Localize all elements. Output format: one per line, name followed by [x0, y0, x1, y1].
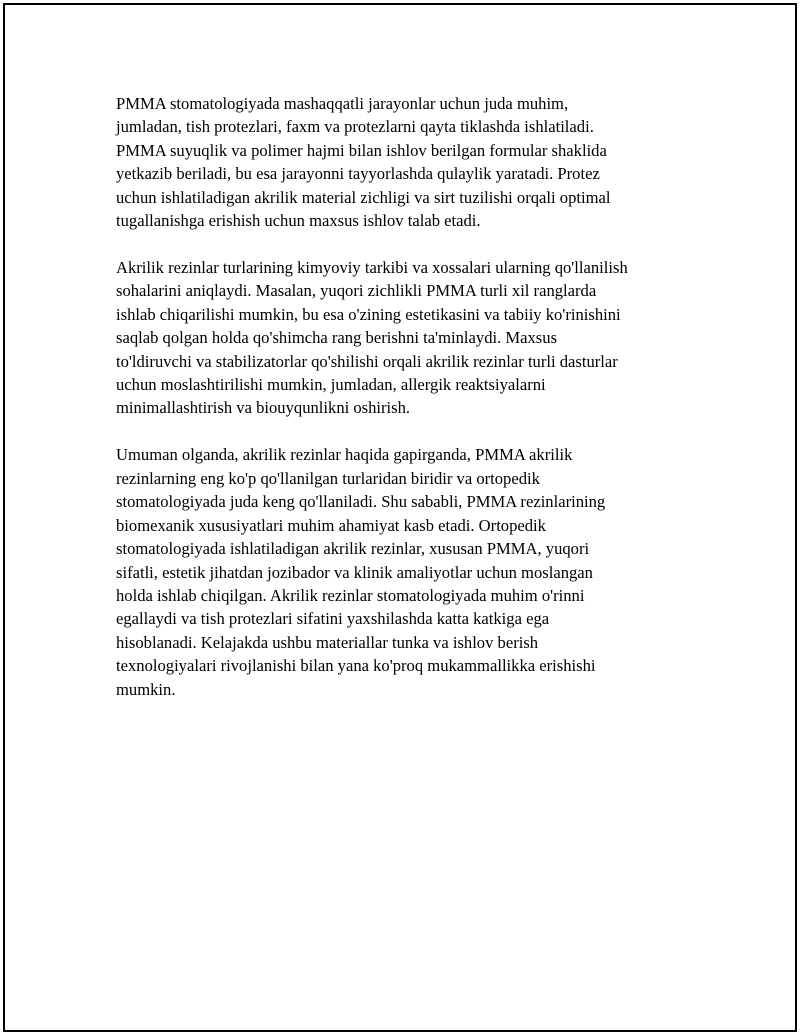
- text-line: hisoblanadi. Kelajakda ushbu materiallar tunka va ishlov berish: [116, 632, 539, 652]
- text-line: sohalarini aniqlaydi. Masalan, yuqori zichlikli PMMA turli xil ranglarda: [116, 281, 597, 301]
- text-line: Umuman olganda, akrilik rezinlar haqida gapirganda, PMMA akrilik: [116, 445, 573, 465]
- text-line: PMMA suyuqlik va polimer hajmi bilan ishlov berilgan formular shaklida: [116, 140, 607, 160]
- text-line: biomexanik xususiyatlari muhim ahamiyat kasb etadi. Ortopedik: [116, 515, 546, 535]
- text-line: Akrilik rezinlar turlarining kimyoviy tarkibi va xossalari ularning qo'llanilish: [116, 258, 628, 278]
- text-line: mumkin.: [116, 679, 176, 699]
- text-line: uchun ishlatiladigan akrilik material zichligi va sirt tuzilishi orqali optimal: [116, 187, 611, 207]
- paragraph-3: [116, 443, 691, 700]
- text-line: yetkazib beriladi, bu esa jarayonni tayyorlashda qulaylik yaratadi. Protez: [116, 164, 600, 184]
- text-line: egallaydi va tish protezlari sifatini yaxshilashda katta katkiga ega: [116, 609, 550, 629]
- paragraph-1: [116, 92, 691, 232]
- text-line: to'ldiruvchi va stabilizatorlar qo'shilishi orqali akrilik rezinlar turli dasturlar: [116, 351, 618, 371]
- text-line: jumladan, tish protezlari, faxm va protezlarni qayta tiklashda ishlatiladi.: [116, 117, 594, 137]
- text-line: sifatli, estetik jihatdan jozibador va klinik amaliyotlar uchun moslangan: [116, 562, 593, 582]
- text-line: texnologiyalari rivojlanishi bilan yana ko'proq mukammallikka erishishi: [116, 656, 596, 676]
- text-line: saqlab qolgan holda qo'shimcha rang berishni ta'minlaydi. Maxsus: [116, 328, 558, 348]
- text-line: ishlab chiqarilishi mumkin, bu esa o'zining estetikasini va tabiiy ko'rinishini: [116, 304, 621, 324]
- text-line: stomatologiyada ishlatiladigan akrilik rezinlar, xususan PMMA, yuqori: [116, 539, 590, 559]
- paragraph-2: [116, 256, 691, 420]
- text-line: PMMA stomatologiyada mashaqqatli jarayonlar uchun juda muhim,: [116, 94, 569, 113]
- text-line: holda ishlab chiqilgan. Akrilik rezinlar stomatologiyada muhim o'rinni: [116, 585, 585, 605]
- text-line: rezinlarning eng ko'p qo'llanilgan turlaridan biridir va ortopedik: [116, 468, 540, 488]
- text-line: tugallanishga erishish uchun maxsus ishlov talab etadi.: [116, 211, 481, 231]
- document-body: [116, 92, 691, 725]
- text-line: stomatologiyada juda keng qo'llaniladi. Shu sababli, PMMA rezinlarining: [116, 492, 606, 512]
- text-line: minimallashtirish va biouyqunlikni oshirish.: [116, 398, 411, 418]
- text-line: uchun moslashtirilishi mumkin, jumladan, allergik reaktsiyalarni: [116, 375, 546, 395]
